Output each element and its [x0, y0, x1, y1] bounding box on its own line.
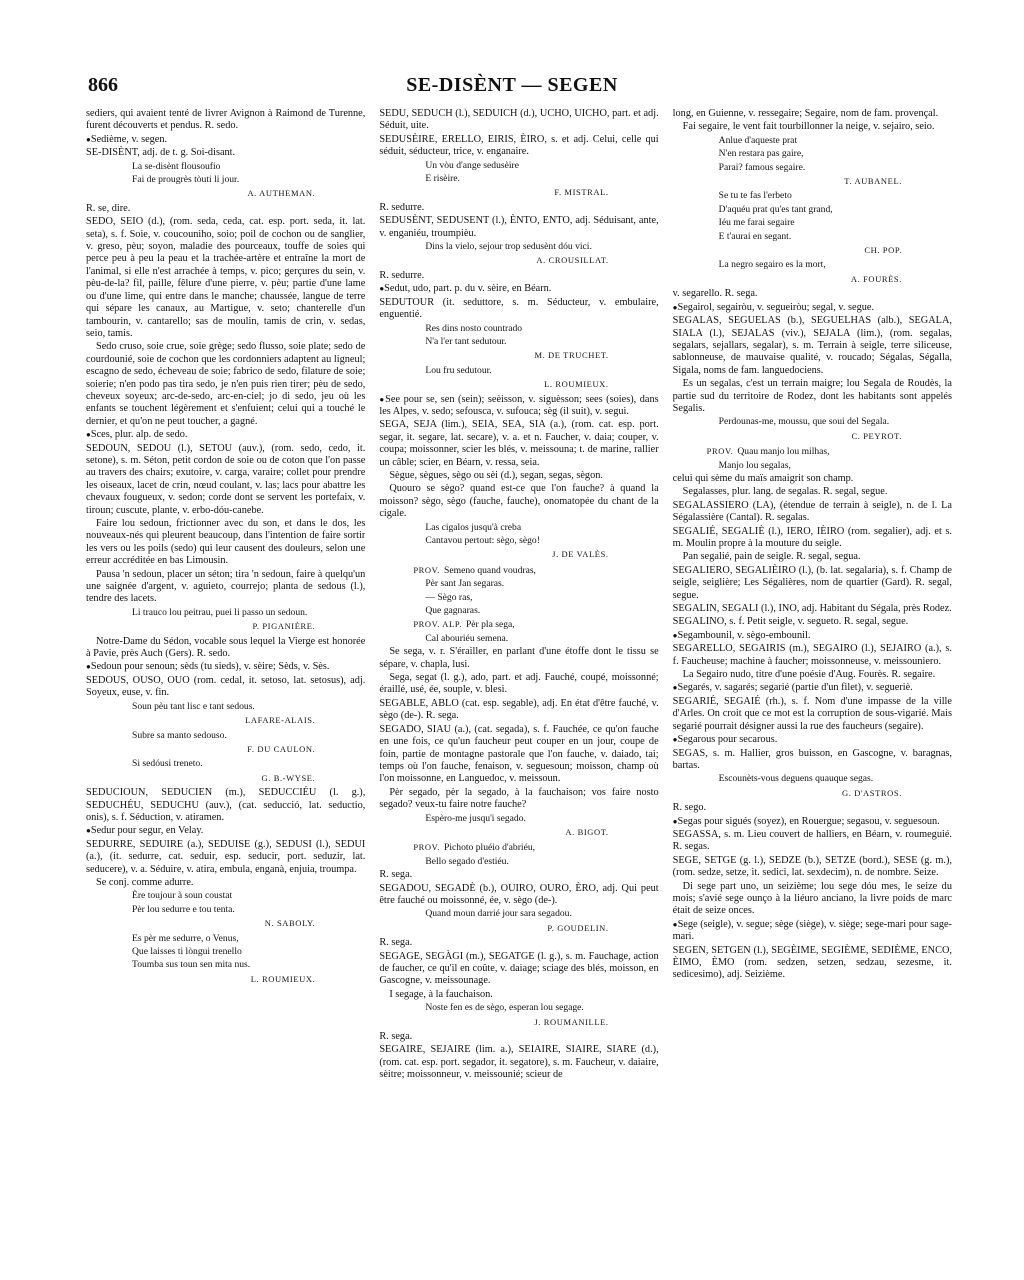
dictionary-columns [86, 108, 952, 1193]
quotation-line: Noste fen es de sègo, esperan lou segage. [425, 1002, 584, 1014]
dictionary-entry: celui qui sème du maïs amaigrit son champ. [672, 472, 854, 484]
dictionary-entry: Pèr segado, pèr la segado, à la fauchaison; vos faire nosto segado? veux-tu faire notre fauche? [379, 786, 659, 811]
dictionary-entry: Quouro se sègo? quand est-ce que l'on fauche? à quand la moisson? sègo, sègo (fauche, fauche), onomatopée du chant de la cigale. [379, 483, 659, 520]
dictionary-entry: I segage, à la fauchaison. [389, 988, 493, 1000]
dictionary-entry: SEGARELLO, SEGAIRIS (m.), SEGAIRO (l.), SEJAIRO (a.), s. f. Faucheuse; machine à faucher; moissonneuse, v. meissouniero. [672, 643, 952, 667]
dictionary-entry: Se conj. comme adurre. [96, 876, 194, 888]
column-left [86, 108, 365, 1193]
dictionary-entry: SEGEN, SETGEN (l.), SEGÈIME, SEGIÈME, SEDIÈME, ENCO, ÈIMO, ÈMO (rom. sedzen, setzen, sedzau, sezesme, it. sedicesimo), adj. Seizième. [672, 944, 952, 981]
quotation-line: La negro segairo es la mort, [718, 259, 826, 271]
dictionary-entry: SEGALIERO, SEGALIÈIRO (l.), (b. lat. segalaria), s. f. Champ de seigle, seiglière; Les Ségalières, nom de quartier (Gard). R. segal, segue. [672, 564, 952, 601]
dictionary-entry: SEDUSÈNT, SEDUSENT (l.), ÈNTO, ENTO, adj. Séduisant, ante, v. enganiéu, troumpièu. [379, 215, 659, 239]
quotation-line: Cantavou pertout: sègo, sègo! [425, 535, 540, 546]
quotation-line: Pèr lou sedurre e tou tenta. [132, 903, 235, 915]
quotation-attribution: J. ROUMANILLE. [534, 1016, 609, 1027]
quotation-attribution: M. DE TRUCHET. [534, 350, 609, 361]
proverb-text: Pichoto pluéio d'abriéu, [444, 842, 536, 854]
quotation-line: N'a l'er tant sedutour. [425, 335, 507, 347]
page-number: 866 [88, 74, 118, 96]
dictionary-entry: SEGABLE, ABLO (cat. esp. segable), adj. En état d'être fauché, v. sègo (de-). R. sega. [379, 697, 659, 722]
quotation-line: Parai? famous segaire. [718, 161, 806, 173]
dictionary-entry: R. sega. [379, 937, 413, 949]
dictionary-entry: SEGALIÉ, SEGALIÈ (l.), IERO, IÈIRO (rom. segalier), adj. et s. m. Moulin propre à la mouture du seigle. [672, 525, 952, 549]
quotation-line: Bello segado d'estiéu. [425, 855, 509, 867]
quotation-line: La se-disènt flousoufio [132, 160, 221, 172]
proverb [379, 618, 658, 631]
dictionary-entry: R. sega. [379, 1031, 413, 1043]
quotation-attribution: C. PEYROT. [851, 430, 902, 441]
dictionary-entry: Pausa 'n sedoun, placer un séton; tira 'n sedoun, faire à quelqu'un une saignée d'argent, v. aguieto, courrejo; planta de sedous (l.), tendre des lacets. [86, 568, 366, 605]
quotation-line: Ère toujour à soun coustat [132, 890, 233, 902]
dictionary-entry: R. se, dire. [86, 202, 131, 214]
quotation-line: Es pèr me sedurre, o Venus, [132, 932, 239, 944]
dictionary-entry: Faire lou sedoun, frictionner avec du son, et dans le dos, les nouveaux-nés qui pleurent beaucoup, dans l'intention de faire sortir les vers ou les poils (sedo) qui leur causent des douleurs, selon une erreur accréditée en bas Limousin. [86, 518, 366, 567]
dictionary-entry: SEDURRE, SEDUIRE (a.), SEDUISE (g.), SEDUSI (l.), SEDUI (a.), (it. sedurre, cat. seduir, esp. seducir, port. seduzir, lat. seducere), v. a. Séduire, v. atira, embula, enganà, enjuia, troumpa. [86, 838, 366, 875]
dictionary-entry: Pan segalié, pain de seigle. R. segal, segua. [682, 551, 861, 563]
quotation-line: D'aquéu prat qu'es tant grand, [718, 203, 833, 215]
quotation-line: Anlue d'aqueste prat [718, 134, 798, 146]
quotation-line: Res dins nosto countrado [425, 322, 523, 334]
bullet-entry: ● Sedur pour segur, en Velay. [86, 825, 365, 837]
dictionary-entry: R. sego. [672, 802, 707, 814]
dictionary-entry: SEGADOU, SEGADÈ (b.), OUIRO, OURO, ÈRO, adj. Qui peut être fauché ou moissonné, ée, v. sègo (de-). [379, 882, 659, 906]
dictionary-entry: SEGAS, s. m. Hallier, gros buisson, en Gascogne, v. baragnas, bartas. [672, 747, 952, 771]
quotation-attribution: N. SABOLY. [264, 918, 316, 929]
dictionary-entry: Sega, segat (l. g.), ado, part. et adj. Fauché, coupé, moissonné; éraillé, usé, ée, souple, v. blesi. [379, 672, 659, 696]
proverb-text: Quau manjo lou milhas, [737, 446, 830, 458]
quotation-line: Manjo lou segalas, [718, 459, 791, 471]
dictionary-entry: sediers, qui avaient tenté de livrer Avignon à Raimond de Turenne, furent découverts et pendus. R. sedo. [86, 108, 366, 132]
dictionary-entry: SEGA, SEJA (lim.), SEIA, SEA, SIA (a.), (rom. cat. esp. port. segar, it. segare, lat. secare), v. a. et n. Faucher, v. daia; couper, v. coupa; moissonner, scier les blés, v. meissouna; t. de marine, rallier un câble; scier, en Béarn, v. ressa, seia. [379, 419, 659, 468]
dictionary-entry: SEDUSÈIRE, ERELLO, EIRIS, ÈIRO, s. et adj. Celui, celle qui séduit, séducteur, trice, v. enganaire. [379, 133, 659, 158]
dictionary-entry: SE-DISÈNT, adj. de t. g. Soi-disant. [86, 147, 236, 159]
dictionary-entry: v. segarello. R. sega. [672, 288, 758, 300]
quotation-attribution: A. CROUSILLAT. [536, 255, 609, 266]
quotation-attribution: G. D'ASTROS. [842, 787, 902, 798]
quotation-attribution: CH. POP. [864, 245, 902, 256]
quotation-line: Que laisses ti lòngui trenello [132, 946, 242, 957]
bullet-entry: ● Segas pour sigués (soyez), en Rouergue; segasou, v. seguesoun. [673, 816, 952, 828]
quotation-line: E risèire. [425, 173, 460, 185]
quotation-line: Iéu me farai segaire [718, 217, 795, 229]
dictionary-entry: SEDO, SEIO (d.), (rom. seda, ceda, cat. esp. port. seda, it. lat. seta), s. f. Soie, v. coucouniho, soio; poil de cochon ou de sanglier, v. greso, pèu; soyon, maladie des pourceaux, touffe de soies qui perce peu à peu la peau et la trachée-artère et entraîne la mort de l'animal, si elle n'est arrachée à temps, v. pico; gerçures du sein, v. pèu-de-la? fil, paille, fêlure d'une pierre, v. pèu; partie d'une lame ou d'une lime, qui entre dans le manche; chaussée, langue de terre qui sépare les canaux, au Martigue, v. seto; chanterelle d'un tambourin, v. cantarello; sas de moulin, tamis de crin, v. sedas, seio, tamis. [86, 216, 366, 339]
quotation-line: Un vòu d'ange sedusèire [425, 159, 519, 171]
quotation-line: Escounèts-vous deguens quauque segas. [718, 773, 874, 785]
dictionary-entry: Notre-Dame du Sédon, vocable sous lequel la Vierge est honorée à Pavie, près Auch (Gers). R. sedo. [86, 635, 366, 660]
bullet-entry: ● Sedoun pour senoun; sèds (tu sieds), v. sèire; Sèds, v. Sès. [86, 661, 365, 673]
quotation-attribution: A. BIGOT. [565, 826, 609, 837]
dictionary-entry: SEGE, SETGE (g. l.), SEDZE (b.), SETZE (bord.), SESE (g. m.), (rom. sedze, setze, it. sedici, lat. sexdecim), n. de nombre. Seize. [672, 854, 952, 879]
dictionary-entry: SEDU, SEDUCH (l.), SEDUICH (d.), UCHO, UICHO, part. et adj. Séduit, uite. [379, 108, 659, 132]
quotation-line: Se tu te fas l'erbeto [718, 190, 792, 202]
proverb-text: Pèr pla sega, [465, 619, 515, 631]
quotation-line: Pèr sant Jan segaras. [425, 578, 505, 590]
dictionary-entry: long, en Guienne, v. ressegaire; Segaire, nom de fam. provençal. [672, 108, 939, 119]
dictionary-entry: SEDUTOUR (it. seduttore, s. m. Séducteur, v. embulaire, enguentié. [379, 296, 659, 321]
dictionary-entry: SEGALAS, SEGUELAS (b.), SEGUELHAS (alb.), SEGALA, SIALA (l.), SEJALAS (viv.), SEJALA (lim.), (rom. segalas, segalars, sejallars, segalar), s. m. Terrain à seigle, terre siliceuse, sablonneuse, de mauvaise qualité, v. roucado; Ségalas, Ségalla, Sigala, noms de fam. languedociens. [672, 315, 952, 376]
quotation-attribution: A. AUTHEMAN. [247, 188, 316, 199]
proverb [379, 564, 658, 577]
dictionary-entry: R. sega. [379, 869, 413, 881]
bullet-entry: ● Segairol, segairòu, v. segueiròu; segal, v. segue. [673, 302, 952, 314]
quotation-line: Espèro-me jusqu'i segado. [425, 812, 526, 824]
quotation-attribution: F. DU CAULON. [247, 743, 316, 754]
quotation-attribution: LAFARE-ALAIS. [245, 715, 316, 726]
quotation-line: Toumba sus toun sen mita nus. [132, 959, 251, 971]
proverb [379, 841, 658, 854]
quotation-line: Cal abouriéu semena. [425, 632, 509, 644]
column-middle [379, 108, 658, 1193]
dictionary-entry: SEGARIÉ, SEGAIÉ (rh.), s. f. Nom d'une impasse de la ville d'Arles. On croit que ce mot est la corruption de sous-vigarié. Mais segarié pourrait désigner aussi la rue des faucheurs (segaire). [672, 695, 952, 732]
dictionary-entry: SEDOUS, OUSO, OUO (rom. cedal, it. setoso, lat. setosus), adj. Soyeux, euse, v. fin. [86, 674, 366, 699]
dictionary-entry: R. sedurre. [379, 201, 425, 213]
quotation-attribution: T. AUBANEL. [844, 176, 902, 187]
dictionary-entry: SEGALIN, SEGALI (l.), INO, adj. Habitant du Ségala, près Rodez. [672, 603, 952, 615]
quotation-line: — Sègo ras, [425, 591, 473, 603]
dictionary-entry: SEGAIRE, SEJAIRE (lim. a.), SEIAIRE, SIAIRE, SIARE (d.), (rom. cat. esp. port. segador, it. segatore), s. m. Faucheur, v. daiaire, sèitre; moissonneur, v. meissounié; scieur de [379, 1044, 659, 1081]
quotation-line: Quand moun darrié jour sara segadou. [425, 908, 572, 920]
dictionary-entry: SEDOUN, SEDOU (l.), SETOU (auv.), (rom. sedo, cedo, it. setone), s. m. Séton, petit cordon de soie ou de coton que l'on passe au travers des chairs; exutoire, v. carga, varaire; collet pour prendre les oiseaux, lacet de crin, nœud coulant, v. las; lacs pour abattre les chevaux fougueux, v. sedon; corde dont se servent les portefaix, v. tiroun; cuscute, plante, v. erbo-dóu-canebe. [86, 442, 366, 516]
dictionary-entry: SEGAGE, SEGÀGI (m.), SEGATGE (l. g.), s. m. Fauchage, action de faucher, ce qu'il en coûte, v. daiage; sciage des blés, moisson, en Gascogne, v. meissounage. [379, 950, 659, 987]
bullet-entry: ● Sege (seigle), v. segue; sège (siège), v. siège; sege-mari pour sage-mari. [673, 919, 952, 944]
dictionary-entry: SEGALASSIERO (LA), (étendue de terrain à seigle), n. de l. La Ségalassière (Cantal). R. segalas. [672, 499, 952, 524]
proverb-label: PROV. [706, 446, 734, 457]
bullet-entry: ● Sces, plur. alp. de sedo. [86, 429, 365, 441]
quotation-line: N'en restara pas gaire, [718, 148, 804, 160]
dictionary-entry: La Segairo nudo, titre d'une poésie d'Aug. Fourès. R. segaire. [682, 669, 936, 681]
quotation-line: Dins la vielo, sejour trop sedusènt dóu vici. [425, 241, 592, 253]
dictionary-entry: Di sege part uno, un seizième; lou sege dóu mes, le seize du mois; s'avié sege ounço à la liéuro anciano, la livre poids de marc était de seize onces. [672, 880, 952, 917]
dictionary-entry: Se sega, v. r. S'érailler, en parlant d'une étoffe dont le tissu se sépare, v. chapla, lusi. [379, 646, 659, 670]
quotation-attribution: G. B.-WYSE. [261, 772, 316, 783]
quotation-attribution: J. DE VALÈS. [552, 549, 609, 560]
proverb-label: PROV. [413, 842, 441, 853]
quotation-line: Perdounas-me, moussu, que soui del Segala. [718, 416, 890, 428]
proverb-text: Semeno quand voudras, [444, 564, 536, 576]
dictionary-entry: Sègue, sègues, sègo ou sèi (d.), segan, segas, sègon. [389, 469, 603, 481]
quotation-attribution: L. ROUMIEUX. [544, 379, 609, 390]
quotation-line: Soun pèu tant lisc e tant sedous. [132, 700, 255, 712]
bullet-entry: ● See pour se, sen (sein); seèisson, v. siguèsson; sees (soies), dans les Alpes, v. sedo; sefousca, v. sufouca; sèg (il suit), v. segui. [379, 394, 658, 419]
quotation-line: Las cigalos jusqu'à creba [425, 521, 522, 533]
dictionary-entry: R. sedurre. [379, 269, 425, 281]
page-title: SE-DISÈNT — SEGEN [406, 74, 618, 96]
quotation-attribution: P. GOUDELIN. [547, 922, 609, 933]
quotation-attribution: L. ROUMIEUX. [250, 973, 316, 984]
dictionary-entry: Sedo cruso, soie crue, soie grège; sedo flusso, soie plate; sedo de courdounié, soie de cochon que les cordonniers adaptent au ligneul; escagno de sedo, écheveau de soie; fabrico de sedo, filature de soie; soierie; n'en podo pas tira sedo, je n'en puis rien tirer; pèu de sedo, cheveux soyeux; arc-de-sedo, arc-en-ciel; jo di sedo, jeu où les enfants se touchent légèrement et s'enfuient; celui qui a touché le dernier, et qu'on ne peut toucher, a gagné. [86, 341, 366, 427]
quotation-attribution: F. MISTRAL. [554, 187, 609, 198]
dictionary-entry: Es un segalas, c'est un terrain maigre; lou Segala de Roudès, la partie sud du territoire de Rodez, dont les habitants sont appelés Segalis. [672, 378, 952, 414]
column-right [673, 108, 952, 1193]
dictionary-entry: Segalasses, plur. lang. de segalas. R. segal, segue. [682, 486, 888, 498]
quotation-line: Que gagnaras. [425, 605, 481, 617]
proverb-label: PROV. [413, 564, 441, 575]
bullet-entry: ● Segarous pour secarous. [673, 734, 952, 746]
quotation-attribution: A. FOURÈS. [850, 273, 902, 284]
bullet-entry: ● Sedième, v. segen. [86, 134, 365, 146]
quotation-line: Fai de prougrès tòuti li jour. [132, 174, 240, 186]
proverb-label: PROV. ALP. [413, 619, 462, 630]
quotation-line: E t'aurai en segant. [718, 230, 792, 242]
bullet-entry: ● Segambounil, v. sègo-embounil. [673, 630, 952, 642]
dictionary-entry: SEGASSA, s. m. Lieu couvert de halliers, en Béarn, v. roumeguié. R. segas. [672, 828, 952, 853]
quotation-line: Li trauco lou peitrau, puei li passo un sedoun. [132, 606, 308, 618]
dictionary-entry: SEDUCIOUN, SEDUCIEN (m.), SEDUCCIÉU (l. g.), SEDUCHÉU, SEDUCHU (auv.), (cat. seducció, lat. seductio, onis), s. f. Séduction, v. atiramen. [86, 787, 366, 823]
quotation-attribution: P. PIGANIÈRE. [252, 621, 316, 632]
dictionary-entry: SEGALINO, s. f. Petit seigle, v. segueto. R. segal, segue. [672, 616, 909, 628]
dictionary-entry: SEGADO, SIAU (a.), (cat. segada), s. f. Fauchée, ce qu'on fauche en une fois, ce qu'un faucheur peut couper en un jour, coupe de foin, partie de montagne pastorale que l'on fauche, v. daiado, tai; temps où l'on fauche, fenaison, v. seguesoun; moisson, champ où l'on moissonne, en Languedoc, v. meissoun. [379, 723, 659, 785]
quotation-line: Lou fru sedutour. [425, 364, 492, 376]
quotation-line: Subre sa manto sedouso. [132, 729, 227, 741]
bullet-entry: ● Segarés, v. sagarés; segarié (partie d'un filet), v. segueriè. [673, 682, 952, 694]
quotation-line: Si sedóusi treneto. [132, 758, 203, 770]
proverb [673, 445, 952, 458]
dictionary-entry: Fai segaire, le vent fait tourbillonner la neige, v. sejairo, seio. [682, 121, 935, 133]
bullet-entry: ● Sedut, udo, part. p. du v. sèire, en Béarn. [379, 283, 658, 295]
